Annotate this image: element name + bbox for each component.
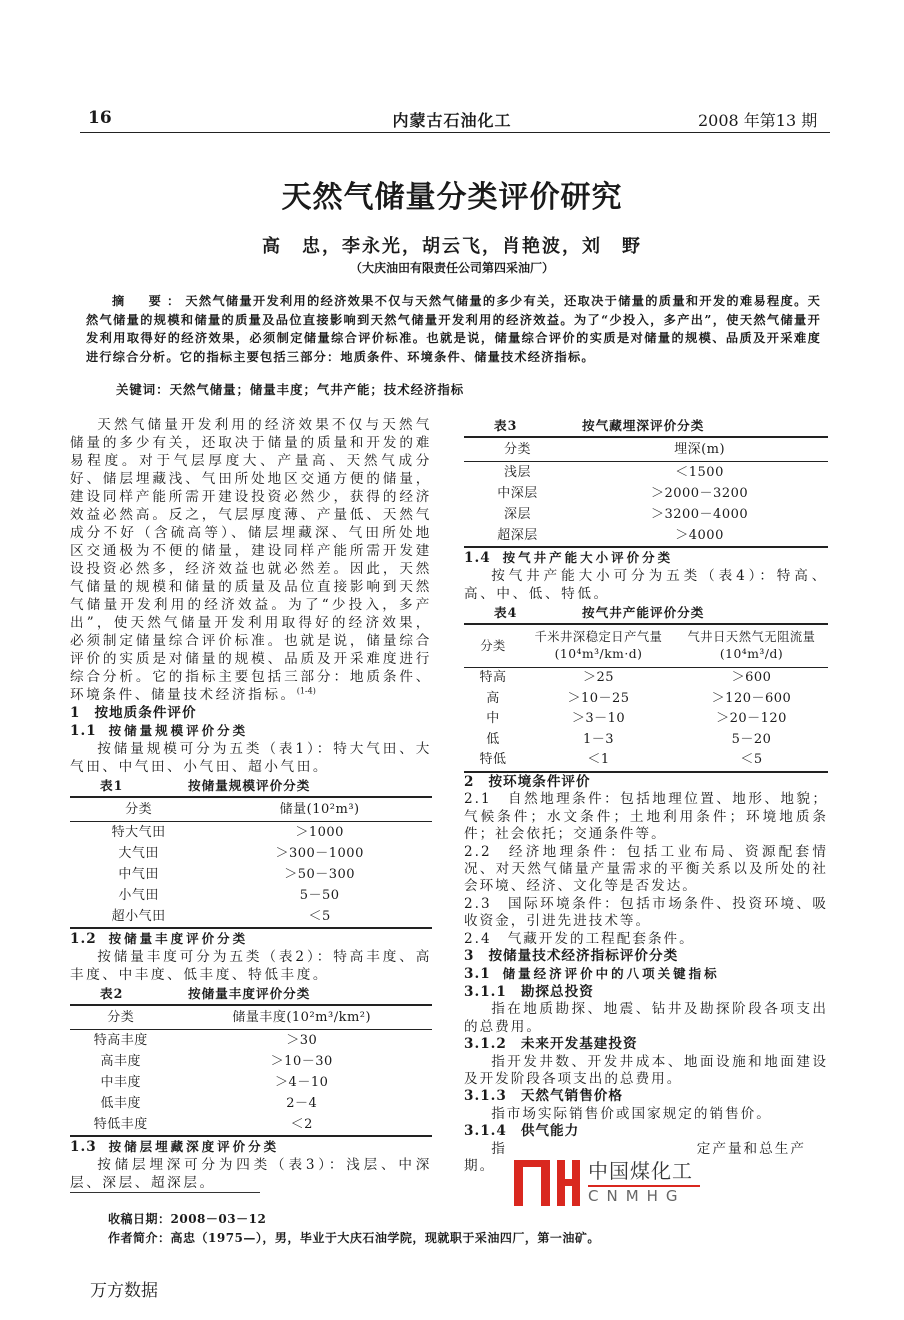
section-1-1-text: 按储量规模可分为五类（表1）：特大气田、大气田、中气田、小气田、超小气田。 bbox=[70, 741, 432, 775]
table-row bbox=[70, 822, 432, 844]
section-1-1-heading bbox=[70, 722, 432, 740]
section-1-3-heading bbox=[70, 1138, 432, 1156]
table-row bbox=[464, 689, 828, 710]
section-1-3-text: 按储层埋深可分为四类（表3）：浅层、中深层、深层、超深层。 bbox=[70, 1157, 432, 1191]
table-header: 分类 bbox=[70, 797, 207, 822]
section-3-1-1-text: 指在地质勘探、地震、钻井及勘探阶段各项支出的总费用。 bbox=[464, 1001, 828, 1035]
table-row bbox=[70, 864, 432, 885]
table-header bbox=[675, 624, 828, 668]
table-cell: ＞600 bbox=[731, 670, 772, 685]
table-cell: 特大气田 bbox=[111, 825, 166, 840]
logo-bar bbox=[541, 1160, 550, 1206]
table-row bbox=[464, 462, 828, 484]
text-fragment: 指 bbox=[491, 1140, 507, 1157]
table-3 bbox=[464, 436, 828, 548]
section-3-1-4-text-end: 期。 bbox=[464, 1157, 496, 1174]
table-row bbox=[70, 1051, 432, 1072]
section-text: 自然地理条件：包括地理位置、地形、地貌；气候条件；水文条件；土地利用条件；环境地质条件；社会依托；交通条件等。 bbox=[464, 791, 828, 843]
table-cell: 中气田 bbox=[118, 867, 159, 882]
table-cell: 超小气田 bbox=[111, 909, 166, 924]
table-cell: 浅层 bbox=[504, 465, 532, 480]
table-row bbox=[464, 750, 828, 772]
intro-paragraph bbox=[70, 416, 432, 704]
section-3-1-3-text: 指市场实际销售价或国家规定的销售价。 bbox=[491, 1105, 772, 1122]
footnote-rule bbox=[70, 1192, 260, 1193]
author-bio: 作者简介：高忠（1975—），男，毕业于大庆石油学院，现就职于采油四厂，第一油矿。 bbox=[108, 1231, 600, 1245]
table-cell: 大气田 bbox=[118, 846, 159, 861]
table-4 bbox=[464, 623, 828, 773]
section-1-heading bbox=[70, 704, 432, 722]
section-text: 国际环境条件：包括市场条件、投资环境、吸收资金，引进先进技术等。 bbox=[464, 895, 828, 930]
table-row bbox=[70, 843, 432, 864]
section-title: 按储量规模评价分类 bbox=[108, 723, 249, 738]
section-number: 2.4 bbox=[464, 930, 492, 947]
table-cell: 高 bbox=[486, 690, 500, 706]
header-unit: (10⁴m³/d) bbox=[719, 647, 784, 661]
table-cell: ＞10－25 bbox=[567, 690, 630, 706]
abstract bbox=[86, 292, 821, 366]
watermark-logo bbox=[512, 1160, 717, 1206]
section-number: 1.2 bbox=[70, 931, 97, 947]
table-cell: ＞4000 bbox=[675, 528, 724, 543]
table-cell: 中深层 bbox=[497, 486, 538, 501]
table-cell: 特高 bbox=[479, 670, 507, 685]
section-title: 供气能力 bbox=[520, 1123, 580, 1140]
section-title: 按储量技术经济指标评价分类 bbox=[488, 948, 679, 965]
section-2-3 bbox=[464, 896, 828, 931]
table-cell: 深层 bbox=[504, 507, 532, 522]
section-number: 2.3 bbox=[464, 895, 492, 912]
table-label: 表1 bbox=[100, 778, 124, 793]
table-cell: ＞300－1000 bbox=[275, 846, 364, 861]
citation: (1-4) bbox=[296, 686, 316, 696]
keywords-label: 关键词： bbox=[116, 382, 170, 397]
table-label: 表2 bbox=[100, 986, 124, 1001]
table-row bbox=[464, 668, 828, 689]
table-1 bbox=[70, 796, 432, 929]
header-line: 千米井深稳定日产气量 bbox=[534, 630, 663, 644]
table-4-caption bbox=[464, 603, 828, 623]
table-cell: ＜5 bbox=[308, 909, 331, 924]
table-row bbox=[70, 1030, 432, 1052]
header-line: 气井日天然气无阻流量 bbox=[687, 630, 816, 644]
table-cell: 5－50 bbox=[299, 888, 340, 903]
table-cell: ＜5 bbox=[740, 752, 763, 767]
section-2-4 bbox=[464, 931, 828, 948]
table-cell: 中 bbox=[486, 711, 500, 726]
section-number: 1.3 bbox=[70, 1139, 97, 1155]
header-rule bbox=[80, 132, 830, 133]
section-2-1 bbox=[464, 791, 828, 843]
section-number: 1 bbox=[70, 705, 81, 721]
table-cell: ＜1500 bbox=[675, 465, 724, 480]
section-3-1-heading bbox=[464, 965, 828, 983]
table-cell: ＞1000 bbox=[295, 825, 344, 840]
table-title: 按气井产能评价分类 bbox=[582, 605, 705, 620]
section-title: 按储层埋藏深度评价分类 bbox=[108, 1139, 280, 1154]
section-number: 3.1.2 bbox=[464, 1036, 507, 1053]
table-label: 表4 bbox=[494, 605, 518, 620]
section-number: 3.1 bbox=[464, 966, 491, 983]
table-cell: ＞4－10 bbox=[275, 1075, 329, 1090]
table-cell: 2－4 bbox=[286, 1096, 318, 1111]
section-number: 3.1.4 bbox=[464, 1123, 507, 1140]
table-header: 埋深(m) bbox=[571, 437, 828, 462]
header-unit: (10⁴m³/km·d) bbox=[554, 647, 643, 661]
section-title: 储量经济评价中的八项关键指标 bbox=[502, 966, 720, 982]
table-cell: ＞3200－4000 bbox=[650, 507, 749, 522]
table-header: 储量丰度(10²m³/km²) bbox=[171, 1005, 432, 1030]
section-3-1-2-text: 指开发井数、开发井成本、地面设施和地面建设及开发阶段各项支出的总费用。 bbox=[464, 1053, 828, 1087]
table-cell: ＞25 bbox=[582, 670, 615, 685]
issue-number: 2008 年第13 期 bbox=[698, 111, 818, 130]
table-cell: 超深层 bbox=[497, 528, 538, 543]
table-title: 按气藏埋深评价分类 bbox=[582, 418, 705, 433]
table-2 bbox=[70, 1004, 432, 1137]
section-2-heading bbox=[464, 774, 828, 791]
section-3-1-2-heading bbox=[464, 1036, 828, 1053]
table-cell: 中丰度 bbox=[100, 1075, 141, 1090]
article-title: 天然气储量分类评价研究 bbox=[281, 180, 623, 215]
table-title: 按储量丰度评价分类 bbox=[188, 986, 311, 1001]
table-cell: 5－20 bbox=[731, 731, 772, 747]
table-row bbox=[464, 709, 828, 730]
section-2-2 bbox=[464, 844, 828, 896]
section-3-1-4-heading bbox=[464, 1123, 828, 1140]
table-row bbox=[70, 906, 432, 928]
section-number: 3.1.3 bbox=[464, 1088, 507, 1105]
table-title: 按储量规模评价分类 bbox=[188, 778, 311, 793]
section-text: 经济地理条件：包括工业布局、资源配套情况、对天然气储量产量需求的平衡关系以及所处的社会环境、经济、文化等是否发达。 bbox=[464, 843, 828, 895]
section-title: 未来开发基建投资 bbox=[520, 1036, 638, 1053]
section-number: 2 bbox=[464, 774, 475, 790]
section-number: 1.4 bbox=[464, 550, 491, 566]
section-3-1-4-text bbox=[464, 1141, 828, 1158]
abstract-text: 天然气储量开发利用的经济效果不仅与天然气储量的多少有关，还取决于储量的质量和开发的难易程度。天然气储量的规模和储量的质量及品位直接影响到天然气储量开发利用的经济效益。为了“少投入，多产出”，使天然气储量开发利用取得好的经济效果，必须制定储量综合评价标准。也就是说，储量综合评价的实质是对储量的规模、品质及开采难度进行综合分析。它的指标主要包括三部分：地质条件、环境条件、储量技术经济指标。 bbox=[86, 294, 821, 364]
table-cell: ＞120－600 bbox=[711, 690, 792, 706]
section-number: 1.1 bbox=[70, 723, 97, 739]
table-label: 表3 bbox=[494, 418, 518, 433]
table-3-caption bbox=[464, 416, 828, 436]
source-watermark: 万方数据 bbox=[90, 1281, 158, 1301]
section-3-1-1-heading bbox=[464, 984, 828, 1001]
table-cell: ＞20－120 bbox=[716, 711, 787, 726]
logo-text-en: CNMHG bbox=[588, 1187, 686, 1205]
table-header: 分类 bbox=[70, 1005, 171, 1030]
section-number: 3.1.1 bbox=[464, 983, 507, 1000]
table-cell: ＞10－30 bbox=[270, 1054, 333, 1069]
table-cell: 1－3 bbox=[582, 731, 615, 747]
keywords-text: 天然气储量；储量丰度；气井产能；技术经济指标 bbox=[169, 382, 465, 397]
table-cell: 低丰度 bbox=[100, 1096, 141, 1111]
section-text: 气藏开发的工程配套条件。 bbox=[507, 930, 695, 947]
section-number: 2.2 bbox=[464, 843, 492, 860]
section-title: 天然气销售价格 bbox=[520, 1088, 623, 1105]
table-cell: 小气田 bbox=[118, 888, 159, 903]
section-title: 按地质条件评价 bbox=[94, 705, 197, 721]
authors: 高 忠，李永光，胡云飞，肖艳波，刘 野 bbox=[262, 236, 642, 257]
table-1-caption bbox=[70, 776, 432, 796]
table-cell: 低 bbox=[486, 731, 500, 747]
left-column bbox=[70, 416, 432, 1192]
table-row bbox=[464, 730, 828, 751]
table-cell: 特低丰度 bbox=[93, 1117, 148, 1132]
table-cell: ＞50－300 bbox=[284, 867, 356, 882]
section-title: 勘探总投资 bbox=[520, 983, 594, 1000]
journal-name: 内蒙古石油化工 bbox=[392, 111, 512, 130]
table-header bbox=[522, 624, 675, 668]
keywords bbox=[116, 380, 464, 398]
section-number: 2.1 bbox=[464, 791, 492, 808]
table-row bbox=[70, 885, 432, 906]
table-2-caption bbox=[70, 984, 432, 1004]
page-number: 16 bbox=[88, 108, 112, 128]
right-column-upper bbox=[464, 416, 828, 774]
table-row bbox=[70, 1093, 432, 1114]
table-header: 分类 bbox=[464, 437, 571, 462]
table-cell: 特高丰度 bbox=[93, 1033, 148, 1048]
table-cell: ＞30 bbox=[286, 1033, 318, 1048]
logo-text-cn: 中国煤化工 bbox=[588, 1159, 693, 1183]
table-cell: ＞3－10 bbox=[571, 711, 626, 726]
abstract-label: 摘 要： bbox=[112, 294, 186, 308]
section-1-2-text: 按储量丰度可分为五类（表2）：特高丰度、高丰度、中丰度、低丰度、特低丰度。 bbox=[70, 949, 432, 983]
section-title: 按储量丰度评价分类 bbox=[108, 931, 249, 946]
received-date: 收稿日期：2008－03－12 bbox=[108, 1212, 267, 1226]
table-cell: ＜2 bbox=[290, 1117, 313, 1132]
table-cell: 特低 bbox=[479, 752, 507, 767]
table-row bbox=[464, 483, 828, 504]
section-title: 按环境条件评价 bbox=[488, 774, 591, 790]
table-header: 分类 bbox=[464, 624, 522, 668]
intro-text: 天然气储量开发利用的经济效果不仅与天然气储量的多少有关，还取决于储量的质量和开发的难易程度。对于气层厚度大、产量高、天然气成分好、储层埋藏浅、气田所处地区交通方便的储量，建设同样产能所需开建设投资必然少，获得的经济效益必然高。反之，气层厚度薄、产量低、天然气成分不好（含硫高等）、储层埋藏深、气田所处地区交通极为不便的储量，建设同样产能所需开发建设投资必然多，经济效益也就必然差。因此，天然气储量的规模和储量的质量及品位直接影响到天然气储量开发利用的经济效益。为了“少投入，多产出”，使天然气储量开发利用取得好的经济效果，必须制定储量综合评价标准。也就是说，储量综合评价的实质是对储量的规模、品质及开采难度进行综合分析。它的指标主要包括三部分：地质条件、环境条件、储量技术经济指标。 bbox=[70, 417, 432, 703]
table-cell: ＜1 bbox=[587, 752, 610, 767]
table-row bbox=[464, 504, 828, 525]
table-row bbox=[464, 525, 828, 547]
section-number: 3 bbox=[464, 948, 475, 965]
logo-bar bbox=[572, 1160, 580, 1206]
section-3-1-3-heading bbox=[464, 1088, 828, 1105]
table-header: 储量(10²m³) bbox=[207, 797, 432, 822]
right-column-lower bbox=[464, 774, 828, 1175]
section-title: 按气井产能大小评价分类 bbox=[502, 550, 674, 565]
table-cell: 高丰度 bbox=[100, 1054, 141, 1069]
section-1-2-heading bbox=[70, 930, 432, 948]
table-cell: ＞2000－3200 bbox=[650, 486, 749, 501]
text-fragment: 定产量和总生产 bbox=[696, 1140, 806, 1157]
table-row bbox=[70, 1072, 432, 1093]
section-3-heading bbox=[464, 948, 828, 965]
section-1-4-text: 按气井产能大小可分为五类（表4）：特高、高、中、低、特低。 bbox=[464, 568, 828, 602]
section-1-4-heading bbox=[464, 549, 828, 567]
affiliation: （大庆油田有限责任公司第四采油厂） bbox=[349, 261, 554, 275]
table-row bbox=[70, 1114, 432, 1136]
